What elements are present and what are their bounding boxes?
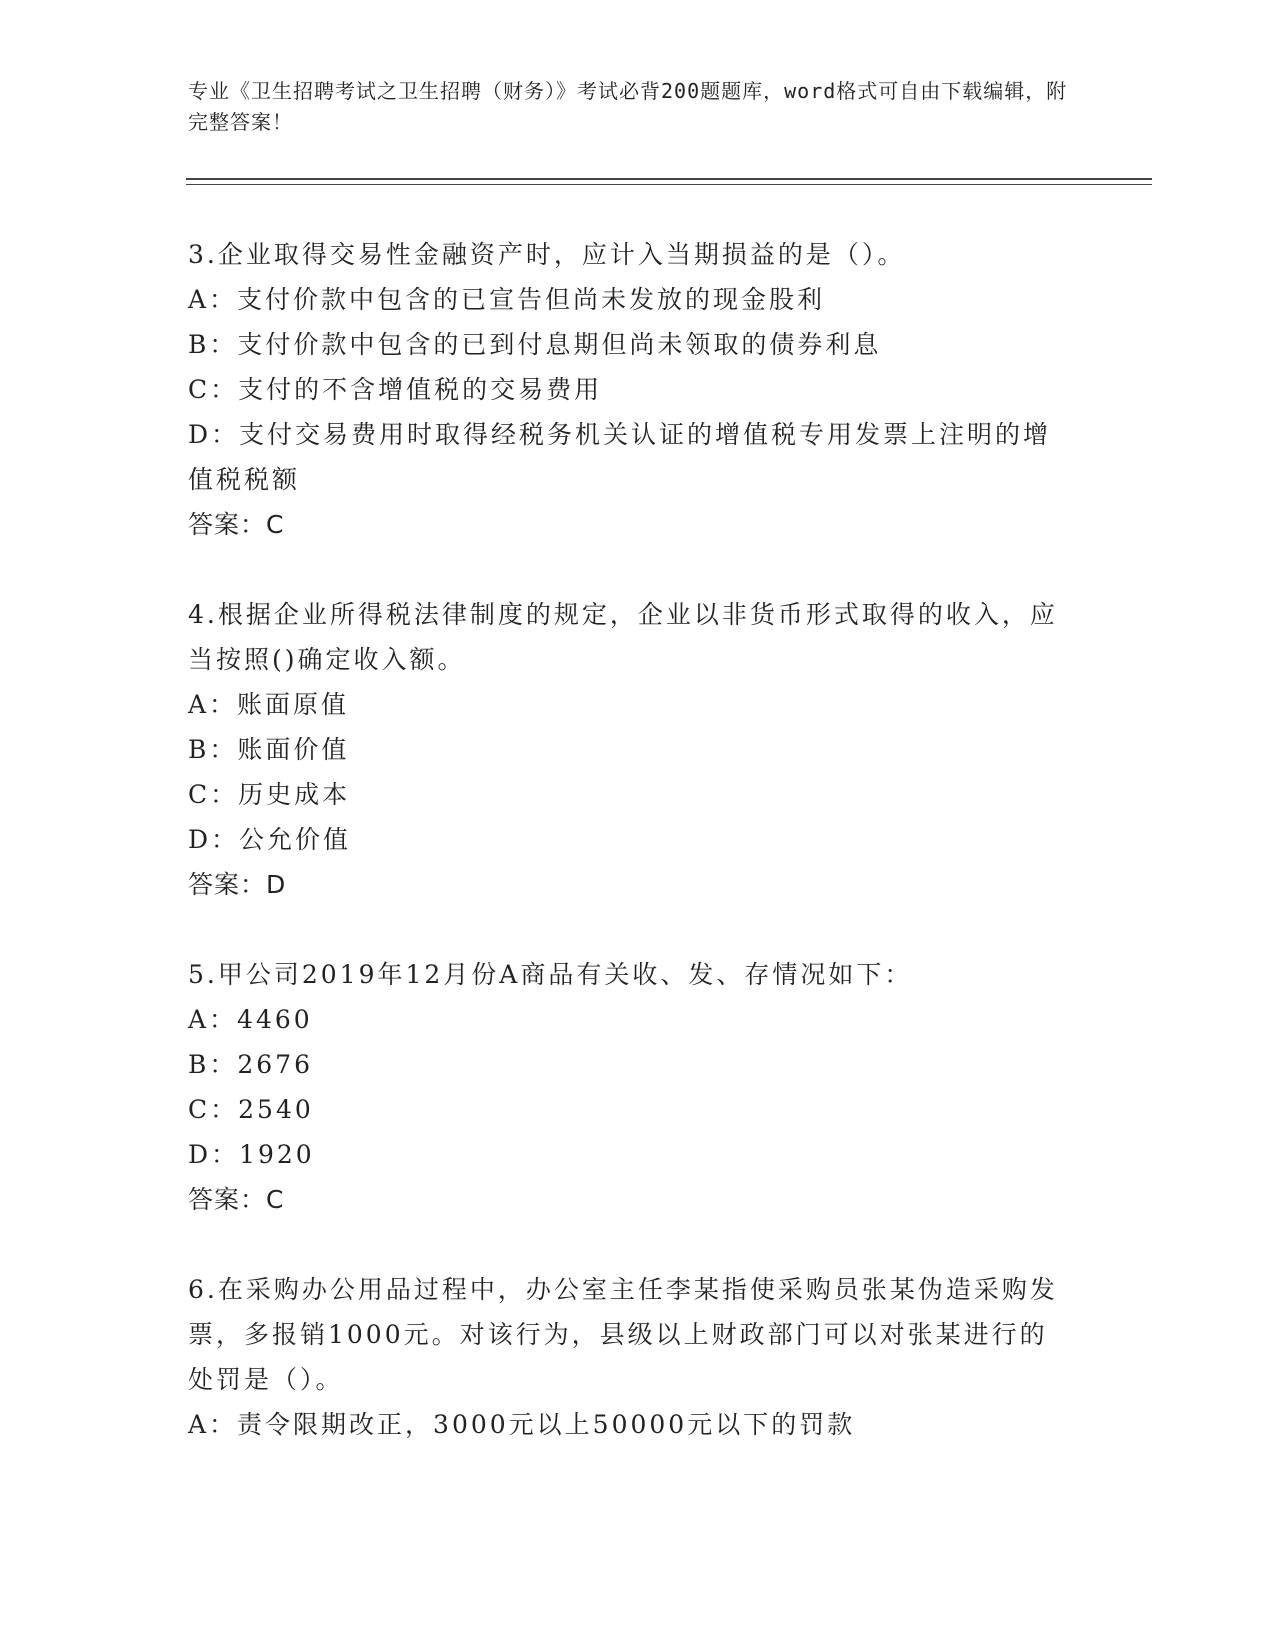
question-stem: 4.根据企业所得税法律制度的规定，企业以非货币形式取得的收入，应当按照()确定收入额。 <box>188 600 1058 674</box>
option-d: D：公允价值 <box>188 825 352 854</box>
answer-line: 答案：D <box>188 870 287 899</box>
question-6 <box>188 1267 1068 1447</box>
question-3 <box>188 232 1068 547</box>
question-stem: 5.甲公司2019年12月份A商品有关收、发、存情况如下： <box>188 960 913 989</box>
question-4 <box>188 592 1068 907</box>
question-stem: 6.在采购办公用品过程中，办公室主任李某指使采购员张某伪造采购发票，多报销1000元。对该行为，县级以上财政部门可以对张某进行的处罚是（）。 <box>188 1275 1058 1394</box>
header-divider-thick <box>186 178 1152 180</box>
option-a: A：支付价款中包含的已宣告但尚未发放的现金股利 <box>188 285 826 314</box>
option-b: B：账面价值 <box>188 735 350 764</box>
question-stem: 3.企业取得交易性金融资产时，应计入当期损益的是（）。 <box>188 240 906 269</box>
option-a: A：4460 <box>188 1005 313 1034</box>
option-c: C：历史成本 <box>188 780 351 809</box>
question-5 <box>188 952 1068 1222</box>
question-list <box>188 232 1068 1492</box>
option-b: B：支付价款中包含的已到付息期但尚未领取的债券利息 <box>188 330 882 359</box>
option-c: C：支付的不含增值税的交易费用 <box>188 375 603 404</box>
option-d: D：支付交易费用时取得经税务机关认证的增值税专用发票上注明的增值税税额 <box>188 420 1052 494</box>
option-a: A：账面原值 <box>188 690 350 719</box>
document-header: 专业《卫生招聘考试之卫生招聘（财务）》考试必背200题题库，word格式可自由下载编辑，附完整答案！ <box>188 79 1068 134</box>
answer-line: 答案：C <box>188 510 285 539</box>
option-a: A：责令限期改正，3000元以上50000元以下的罚款 <box>188 1410 856 1439</box>
option-d: D：1920 <box>188 1140 315 1169</box>
option-c: C：2540 <box>188 1095 314 1124</box>
header-divider-thin <box>186 184 1152 185</box>
option-b: B：2676 <box>188 1050 313 1079</box>
answer-line: 答案：C <box>188 1185 285 1214</box>
